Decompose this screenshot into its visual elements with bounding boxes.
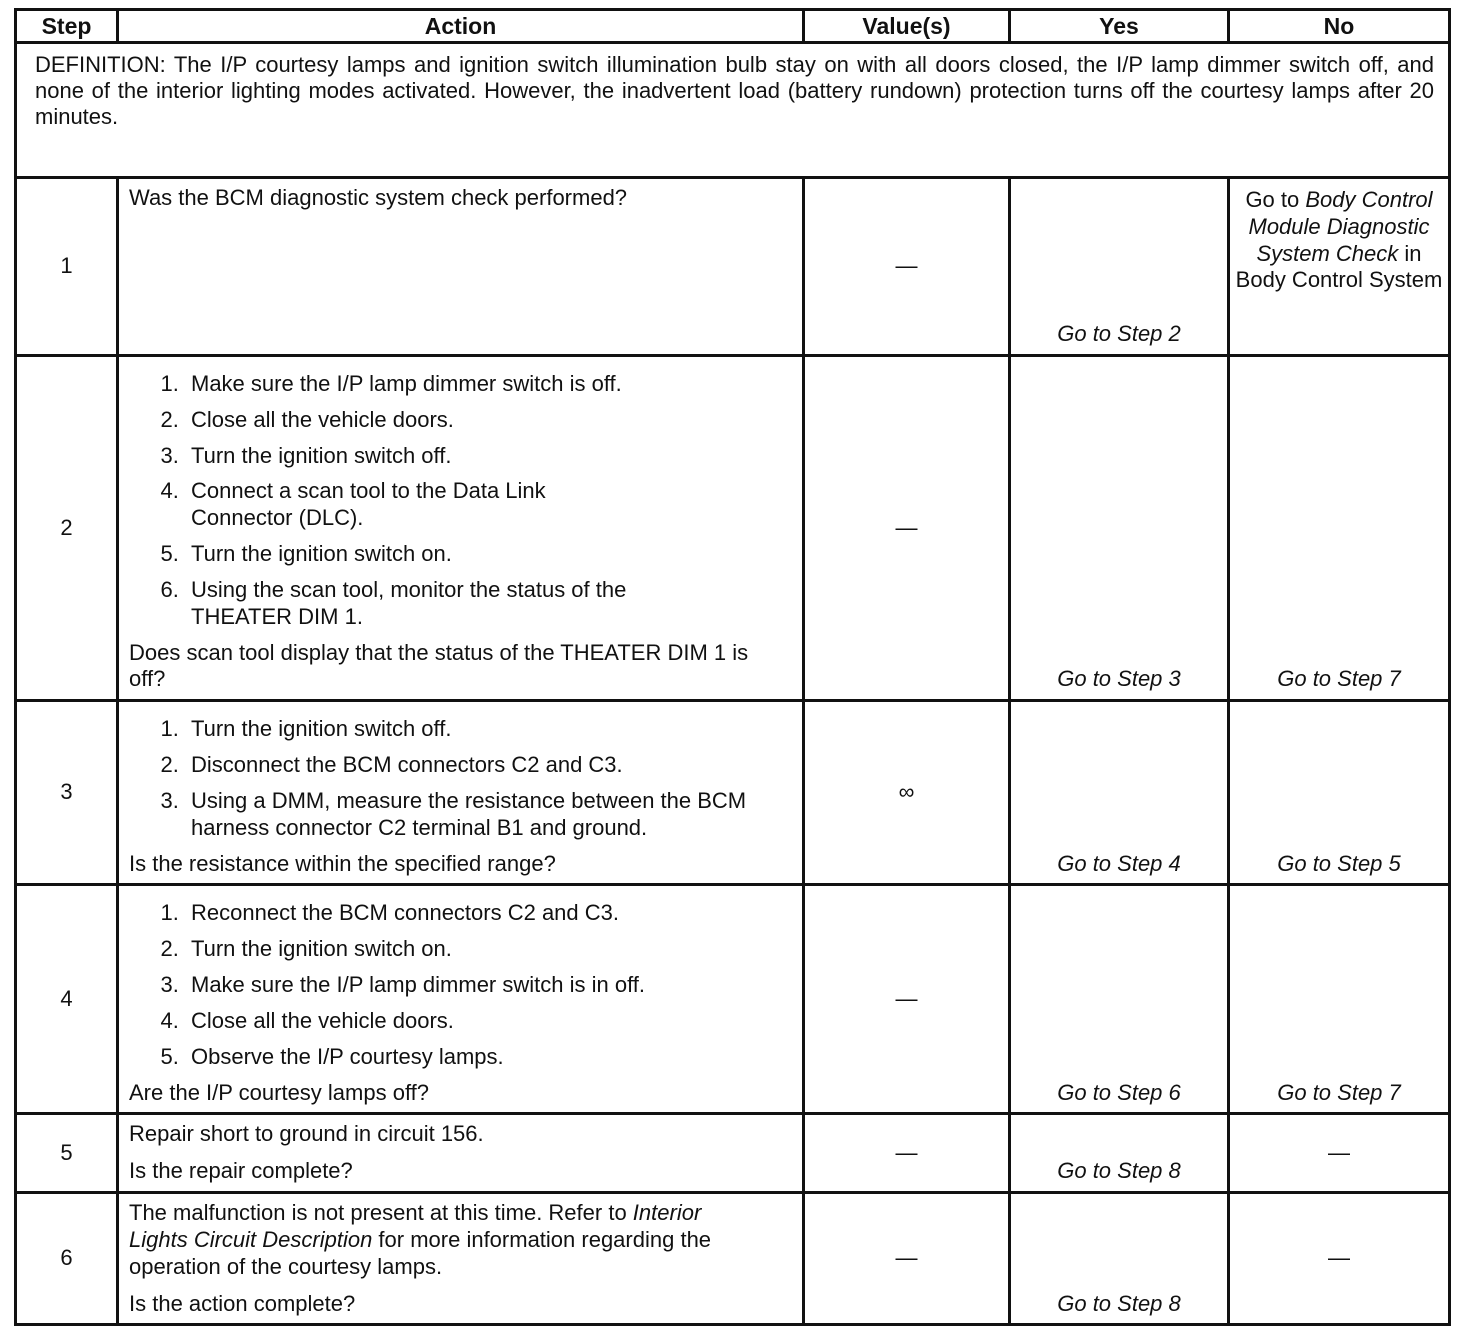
action-question: Is the resistance within the specified range?	[129, 850, 556, 876]
no-cell	[1229, 701, 1450, 885]
no-cell	[1229, 885, 1450, 1114]
yes-cell	[1010, 885, 1229, 1114]
yes-cell	[1010, 356, 1229, 701]
procedure-list	[129, 371, 792, 631]
procedure-item: 3. Turn the ignition switch off.	[185, 443, 792, 470]
step-number: 6	[16, 1193, 118, 1325]
header-step: Step	[16, 10, 118, 43]
value-cell: —	[804, 356, 1010, 701]
yes-goto: Go to Step 8	[1057, 1158, 1181, 1184]
table-row	[16, 885, 1450, 1114]
procedure-list	[129, 900, 792, 1070]
action-question: Is the action complete?	[129, 1290, 356, 1316]
procedure-item: 3. Using a DMM, measure the resistance between the BCM harness connector C2 terminal B1 and ground.	[185, 788, 792, 842]
procedure-item: 2. Disconnect the BCM connectors C2 and C3.	[185, 752, 792, 779]
procedure-list	[129, 716, 792, 841]
table-row	[16, 1114, 1450, 1193]
yes-goto: Go to Step 8	[1057, 1290, 1181, 1316]
action-text	[129, 1200, 739, 1280]
value-cell: —	[804, 1114, 1010, 1193]
value-cell: —	[804, 1193, 1010, 1325]
definition-text: DEFINITION: The I/P courtesy lamps and ignition switch illumination bulb stay on with all doors closed, the I/P lamp dimmer switch off, and none of the interior lighting modes activated. However, the inadvertent load (battery rundown) protection turns off the courtesy lamps after 20 minutes.	[16, 43, 1450, 178]
procedure-item: 1. Turn the ignition switch off.	[185, 716, 792, 743]
action-cell	[118, 1193, 804, 1325]
procedure-item: 1. Reconnect the BCM connectors C2 and C3.	[185, 900, 792, 927]
procedure-item: 1. Make sure the I/P lamp dimmer switch is off.	[185, 371, 792, 398]
yes-cell	[1010, 1114, 1229, 1193]
diagnostic-table	[14, 8, 1451, 1326]
action-question: Is the repair complete?	[129, 1158, 353, 1184]
no-goto-suffix: in Body Control System	[1235, 240, 1443, 293]
action-question: Does scan tool display that the status of the THEATER DIM 1 is off?	[129, 639, 749, 692]
action-cell	[118, 356, 804, 701]
action-cell	[118, 701, 804, 885]
action-text-reference: Interior Lights Circuit Description	[129, 1200, 702, 1252]
step-number: 3	[16, 701, 118, 885]
procedure-item: 2. Turn the ignition switch on.	[185, 936, 792, 963]
value-cell: —	[804, 885, 1010, 1114]
action-question: Are the I/P courtesy lamps off?	[129, 1079, 430, 1105]
value-cell: ∞	[804, 701, 1010, 885]
header-no: No	[1229, 10, 1450, 43]
yes-goto: Go to Step 4	[1057, 850, 1181, 876]
no-goto-reference: Body Control Module Diagnostic System Check	[1248, 187, 1433, 266]
action-text-prefix: The malfunction is not present at this time. Refer to	[129, 1200, 633, 1226]
action-text: Repair short to ground in circuit 156.	[129, 1121, 484, 1147]
yes-goto: Go to Step 2	[1057, 321, 1181, 347]
table-row	[16, 356, 1450, 701]
procedure-item: 5. Turn the ignition switch on.	[185, 541, 792, 568]
action-text-suffix: for more information regarding the operation of the courtesy lamps.	[129, 1226, 712, 1279]
step-number: 1	[16, 178, 118, 356]
procedure-item: 6. Using the scan tool, monitor the status of the THEATER DIM 1.	[185, 577, 711, 631]
yes-cell	[1010, 701, 1229, 885]
action-cell	[118, 885, 804, 1114]
no-goto-prefix: Go to	[1245, 187, 1306, 212]
no-goto: Go to Step 7	[1277, 1079, 1401, 1105]
yes-goto: Go to Step 3	[1057, 666, 1181, 692]
procedure-item: 3. Make sure the I/P lamp dimmer switch is in off.	[185, 972, 792, 999]
table-row	[16, 1193, 1450, 1325]
header-row	[16, 10, 1450, 43]
procedure-item: 4. Connect a scan tool to the Data Link Connector (DLC).	[185, 478, 621, 532]
procedure-item: 2. Close all the vehicle doors.	[185, 407, 792, 434]
procedure-item: 4. Close all the vehicle doors.	[185, 1008, 792, 1035]
value-cell: —	[804, 178, 1010, 356]
no-goto: Go to Step 5	[1277, 850, 1401, 876]
header-yes: Yes	[1010, 10, 1229, 43]
step-number: 5	[16, 1114, 118, 1193]
step-number: 4	[16, 885, 118, 1114]
definition-row	[16, 43, 1450, 178]
yes-goto: Go to Step 6	[1057, 1079, 1181, 1105]
action-question: Was the BCM diagnostic system check performed?	[129, 185, 628, 210]
table-row	[16, 701, 1450, 885]
no-cell	[1229, 178, 1450, 356]
table-row	[16, 178, 1450, 356]
no-cell	[1229, 356, 1450, 701]
yes-cell	[1010, 1193, 1229, 1325]
procedure-item: 5. Observe the I/P courtesy lamps.	[185, 1044, 792, 1071]
no-goto: Go to Step 7	[1277, 666, 1401, 692]
no-cell: —	[1229, 1193, 1450, 1325]
action-cell	[118, 178, 804, 356]
header-action: Action	[118, 10, 804, 43]
header-value: Value(s)	[804, 10, 1010, 43]
no-cell: —	[1229, 1114, 1450, 1193]
step-number: 2	[16, 356, 118, 701]
action-cell	[118, 1114, 804, 1193]
yes-cell	[1010, 178, 1229, 356]
